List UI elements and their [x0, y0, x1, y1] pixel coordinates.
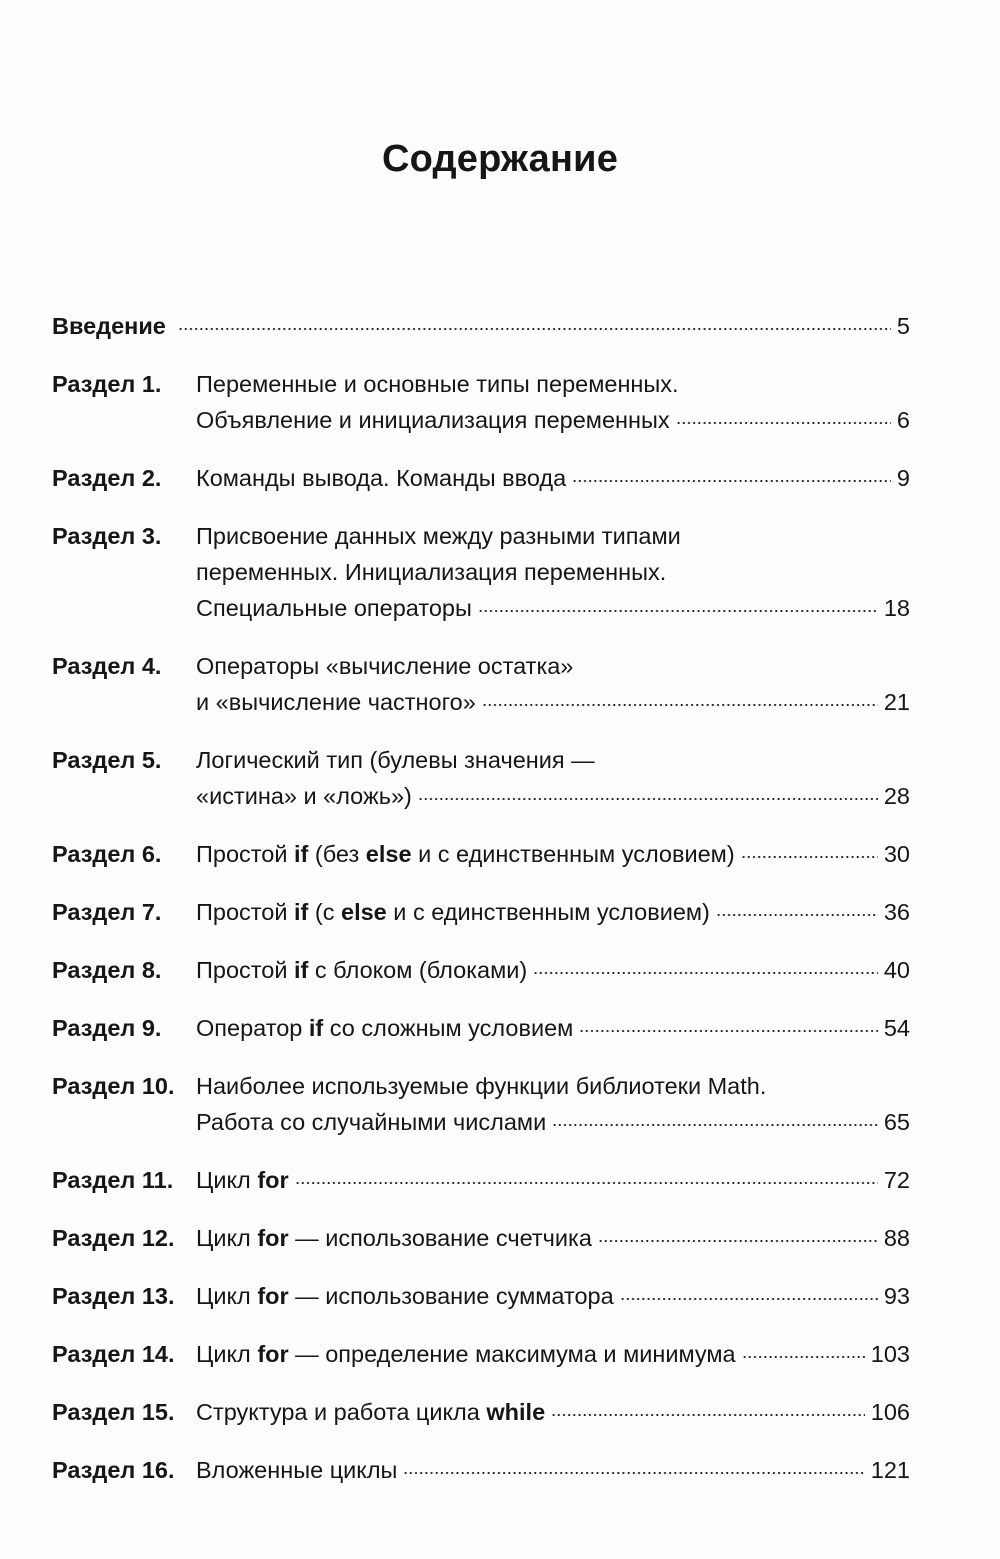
- toc-entry[interactable]: [52, 952, 910, 988]
- toc-entry-title-line: Операторы «вычисление остатка»: [196, 653, 574, 679]
- toc-entry-title-line: Присвоение данных между разными типами: [196, 523, 681, 549]
- title-fragment: со сложным условием: [323, 1015, 574, 1041]
- title-fragment: Структура и работа цикла: [196, 1399, 487, 1425]
- toc-entry-label: Раздел 16.: [52, 1457, 175, 1483]
- toc-entry-label: Раздел 10.: [52, 1073, 175, 1099]
- toc-entry-title: [196, 1220, 592, 1256]
- code-keyword: else: [365, 841, 412, 867]
- dot-leader: [418, 798, 878, 800]
- dot-leader: [403, 1472, 864, 1474]
- toc-entry[interactable]: [52, 518, 910, 626]
- dot-leader: [295, 1182, 878, 1184]
- toc-entry[interactable]: [52, 460, 910, 496]
- dot-leader: [620, 1298, 878, 1300]
- dot-leader: [676, 422, 891, 424]
- page-title: Содержание: [381, 138, 619, 180]
- toc-entry-title: [196, 894, 710, 930]
- toc-entry-title: Специальные операторы: [196, 595, 472, 621]
- dot-leader: [533, 972, 878, 974]
- title-fragment: Простой: [196, 899, 295, 925]
- title-fragment: (с: [308, 899, 342, 925]
- page-number: 9: [896, 465, 910, 491]
- toc-entry-body: [196, 460, 910, 496]
- toc-entry-title: [196, 1336, 736, 1372]
- toc-entry[interactable]: [52, 648, 910, 720]
- title-fragment: с блоком (блоками): [308, 957, 528, 983]
- toc-entry[interactable]: [52, 1068, 910, 1140]
- page-number: 28: [883, 783, 910, 809]
- toc-entry-title: Вложенные циклы: [196, 1457, 398, 1483]
- title-fragment: Цикл: [196, 1341, 258, 1367]
- toc-entry-body: [196, 518, 910, 626]
- toc-entry-label: Раздел 4.: [52, 653, 162, 679]
- dot-leader: [551, 1414, 865, 1416]
- dot-leader: [579, 1030, 878, 1032]
- toc-entry[interactable]: [52, 1220, 910, 1256]
- toc-entry[interactable]: [52, 1336, 910, 1372]
- code-keyword: for: [257, 1167, 289, 1193]
- toc-entry-label: Раздел 9.: [52, 1015, 162, 1041]
- toc-entry[interactable]: [52, 1394, 910, 1430]
- toc-entry-label: Раздел 3.: [52, 523, 162, 549]
- code-keyword: if: [294, 899, 309, 925]
- toc-entry-body: [196, 952, 910, 988]
- page-number: 21: [883, 689, 910, 715]
- toc-entry-label: Раздел 2.: [52, 465, 162, 491]
- toc-entry-label: Раздел 15.: [52, 1399, 175, 1425]
- toc-entry-title-line: Наиболее используемые функции библиотеки Math.: [196, 1073, 767, 1099]
- page-number: 18: [883, 595, 910, 621]
- toc-entry-body: [196, 1010, 910, 1046]
- toc-entry-label: Раздел 11.: [52, 1167, 174, 1193]
- toc-entry[interactable]: [52, 308, 910, 344]
- toc-entry-body: [196, 836, 910, 872]
- toc-entry[interactable]: [52, 894, 910, 930]
- toc-entry-body: [196, 1452, 910, 1488]
- code-keyword: for: [257, 1341, 289, 1367]
- toc-entry-body: [196, 1220, 910, 1256]
- page-number: 40: [883, 957, 910, 983]
- dot-leader: [598, 1240, 878, 1242]
- page-number: 36: [883, 899, 910, 925]
- page-number: 88: [883, 1225, 910, 1251]
- toc-entry-title: [196, 1278, 614, 1314]
- page-number: 106: [870, 1399, 910, 1425]
- toc-entry-body: [196, 648, 910, 720]
- toc-entry-body: [172, 308, 910, 344]
- toc-entry[interactable]: [52, 1162, 910, 1198]
- code-keyword: while: [486, 1399, 546, 1425]
- page-number: 54: [883, 1015, 910, 1041]
- toc-entry-title: [196, 1010, 573, 1046]
- toc-entry-label: Раздел 6.: [52, 841, 162, 867]
- title-fragment: Цикл: [196, 1167, 258, 1193]
- toc-entry-title: «истина» и «ложь»): [196, 783, 412, 809]
- toc-entry-body: [196, 742, 910, 814]
- title-fragment: Цикл: [196, 1283, 258, 1309]
- title-fragment: Цикл: [196, 1225, 258, 1251]
- toc-entry-title: [196, 1162, 289, 1198]
- toc-entry-label: Раздел 14.: [52, 1341, 175, 1367]
- toc-entry-title-line: Логический тип (булевы значения —: [196, 747, 595, 773]
- dot-leader: [572, 480, 891, 482]
- title-fragment: — определение максимума и минимума: [288, 1341, 736, 1367]
- toc-entry-title: [196, 836, 735, 872]
- code-keyword: for: [257, 1283, 289, 1309]
- title-fragment: и с единственным условием): [386, 899, 710, 925]
- toc-entry-body: [196, 366, 910, 438]
- code-keyword: if: [294, 957, 309, 983]
- toc-entry-label: Раздел 5.: [52, 747, 162, 773]
- dot-leader: [552, 1124, 878, 1126]
- toc-entry[interactable]: [52, 836, 910, 872]
- title-fragment: — использование сумматора: [288, 1283, 614, 1309]
- code-keyword: if: [308, 1015, 324, 1041]
- toc-entry-body: [196, 1162, 910, 1198]
- toc-entry-title: [196, 1394, 545, 1430]
- title-fragment: Простой: [196, 957, 295, 983]
- table-of-contents: [52, 308, 910, 1488]
- toc-entry-title: и «вычисление частного»: [196, 689, 476, 715]
- toc-entry-label: Введение: [52, 313, 166, 339]
- toc-entry-title: [196, 952, 527, 988]
- toc-entry[interactable]: [52, 1010, 910, 1046]
- page-number: 72: [883, 1167, 910, 1193]
- dot-leader: [716, 914, 878, 916]
- toc-entry-body: [196, 1394, 910, 1430]
- page-number: 5: [896, 313, 910, 339]
- page-number: 30: [883, 841, 910, 867]
- page-number: 65: [883, 1109, 910, 1135]
- toc-entry-title: Объявление и инициализация переменных: [196, 407, 670, 433]
- title-fragment: (без: [308, 841, 366, 867]
- toc-entry[interactable]: [52, 1278, 910, 1314]
- code-keyword: for: [257, 1225, 289, 1251]
- toc-entry-label: Раздел 1.: [52, 371, 162, 397]
- toc-entry-body: [196, 1068, 910, 1140]
- toc-entry-label: Раздел 13.: [52, 1283, 175, 1309]
- toc-entry-body: [196, 1278, 910, 1314]
- toc-entry-body: [196, 1336, 910, 1372]
- dot-leader: [742, 1356, 865, 1358]
- toc-entry[interactable]: [52, 1452, 910, 1488]
- toc-entry-label: Раздел 7.: [52, 899, 162, 925]
- toc-entry-body: [196, 894, 910, 930]
- dot-leader: [178, 328, 891, 330]
- code-keyword: if: [294, 841, 309, 867]
- toc-entry-title: Команды вывода. Команды ввода: [196, 465, 567, 491]
- dot-leader: [478, 610, 878, 612]
- title-fragment: и с единственным условием): [411, 841, 735, 867]
- code-keyword: else: [341, 899, 387, 925]
- dot-leader: [482, 704, 878, 706]
- toc-entry-title-line: переменных. Инициализация переменных.: [196, 559, 667, 585]
- toc-entry[interactable]: [52, 366, 910, 438]
- toc-entry[interactable]: [52, 742, 910, 814]
- page-number: 93: [883, 1283, 910, 1309]
- page-number: 103: [870, 1341, 910, 1367]
- dot-leader: [741, 856, 878, 858]
- toc-entry-label: Раздел 8.: [52, 957, 162, 983]
- toc-entry-title-line: Переменные и основные типы переменных.: [196, 371, 679, 397]
- title-fragment: Оператор: [196, 1015, 309, 1041]
- title-fragment: — использование счетчика: [288, 1225, 592, 1251]
- title-fragment: Простой: [196, 841, 295, 867]
- page-number: 6: [896, 407, 910, 433]
- toc-entry-title: Работа со случайными числами: [196, 1109, 547, 1135]
- page-number: 121: [870, 1457, 910, 1483]
- toc-entry-label: Раздел 12.: [52, 1225, 175, 1251]
